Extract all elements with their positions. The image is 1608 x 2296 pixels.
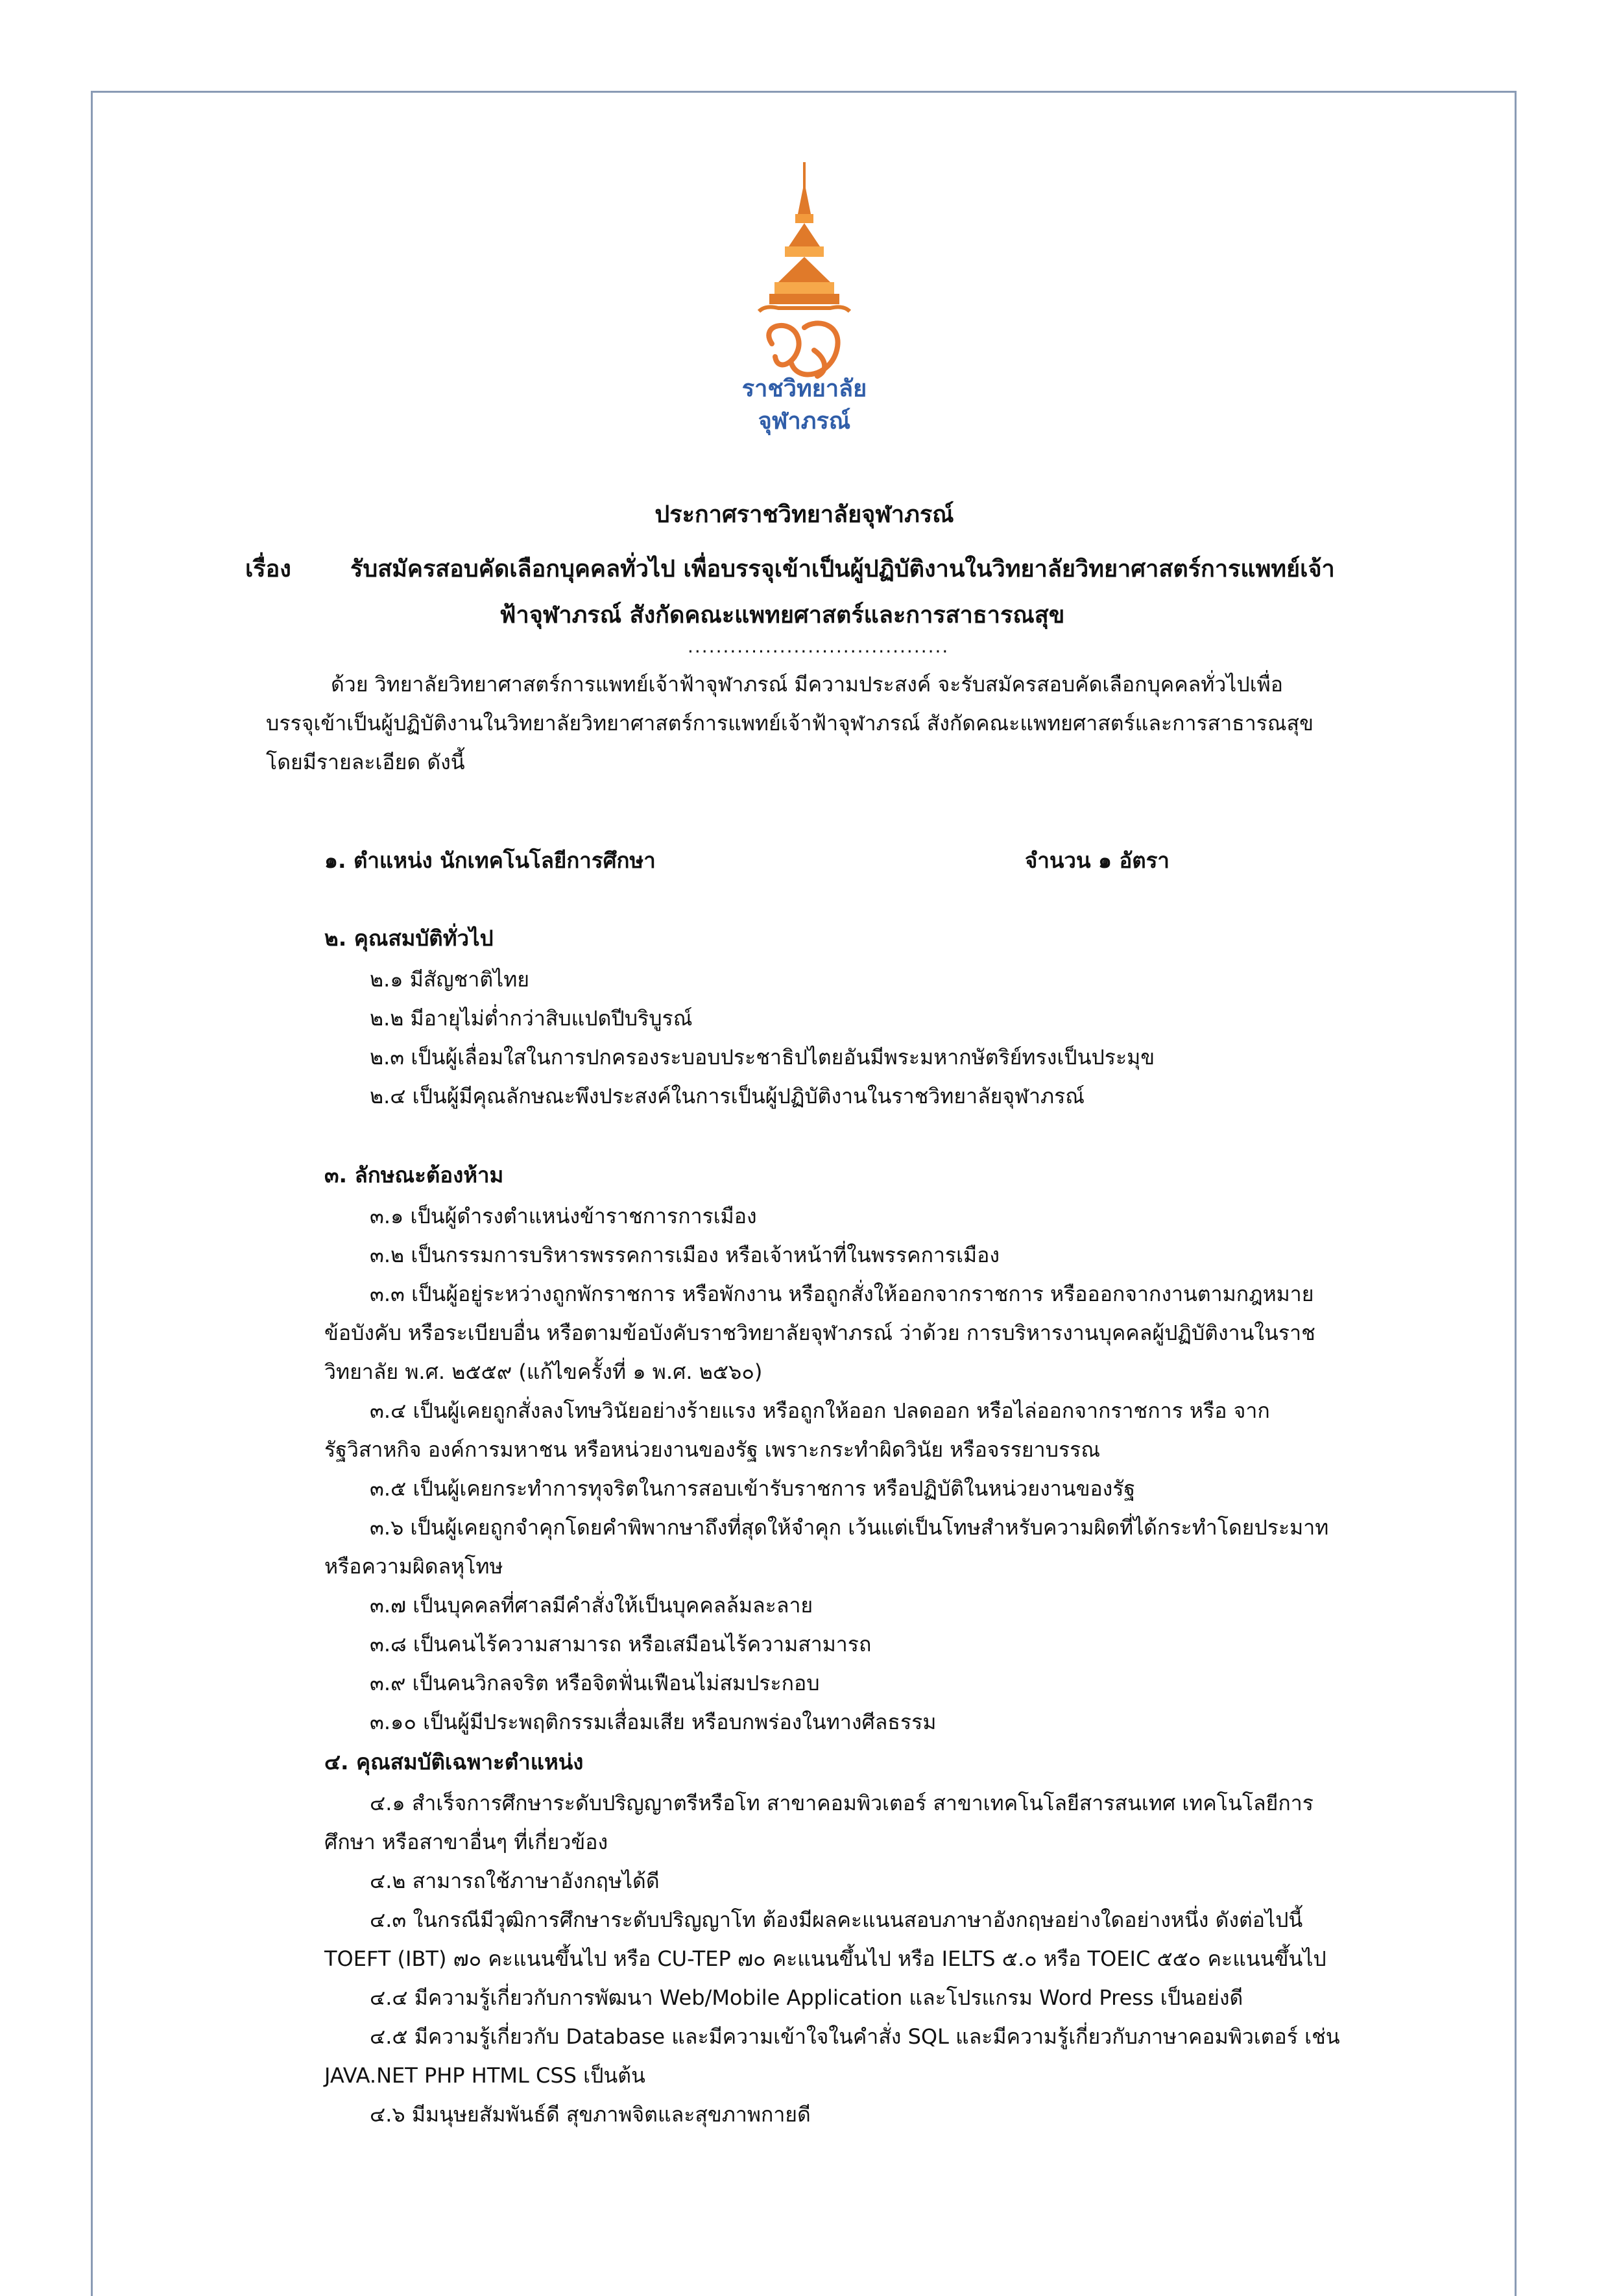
logo-text-line2: จุฬาภรณ์ [758,408,851,435]
section-4-line: ๔.๔ มีความรู้เกี่ยวกับการพัฒนา Web/Mobile Application และโปรแกรม Word Press เป็นอย่งดี [370,1985,1243,2010]
divider: ..................................... [688,636,950,657]
section-3-line: ข้อบังคับ หรือระเบียบอื่น หรือตามข้อบังคับราชวิทยาลัยจุฬาภรณ์ ว่าด้วย การบริหารงานบุคคลผู้ปฏิบัติงานในราช [324,1321,1315,1345]
position-title: ๑. ตำแหน่ง นักเทคโนโลยีการศึกษา [324,848,656,873]
section-3-line: ๓.๔ เป็นผู้เคยถูกสั่งลงโทษวินัยอย่างร้ายแรง หรือถูกให้ออก ปลดออก หรือไล่ออกจากราชการ หรือ จาก [370,1398,1270,1423]
section-3-line: ๓.๒ เป็นกรรมการบริหารพรรคการเมือง หรือเจ้าหน้าที่ในพรรคการเมือง [370,1243,1000,1267]
intro-line-3: โดยมีรายละเอียด ดังนี้ [266,750,465,774]
section-4-line: ๔.๖ มีมนุษยสัมพันธ์ดี สุขภาพจิตและสุขภาพกายดี [370,2102,811,2127]
section-4-line: ๔.๓ ในกรณีมีวุฒิการศึกษาระดับปริญญาโท ต้องมีผลคะแนนสอบภาษาอังกฤษอย่างใดอย่างหนึ่ง ดังต่อไปนี้ [370,1907,1303,1932]
section-4-line: JAVA.NET PHP HTML CSS เป็นต้น [324,2063,645,2088]
section-2-item: ๒.๑ มีสัญชาติไทย [370,967,530,992]
section-4-line: ๔.๑ สำเร็จการศึกษาระดับปริญญาตรีหรือโท สาขาคอมพิวเตอร์ สาขาเทคโนโลยีสารสนเทศ เทคโนโลยีการ [370,1791,1314,1815]
logo-text-line1: ราชวิทยาลัย [741,376,867,402]
section-3-heading: ๓. ลักษณะต้องห้าม [324,1162,504,1188]
subject-label: เรื่อง [245,556,291,582]
section-3-line: รัฐวิสาหกิจ องค์การมหาชน หรือหน่วยงานของรัฐ เพราะกระทำผิดวินัย หรือจรรยาบรรณ [324,1437,1100,1462]
intro-line-2: บรรจุเข้าเป็นผู้ปฏิบัติงานในวิทยาลัยวิทยาศาสตร์การแพทย์เจ้าฟ้าจุฬาภรณ์ สังกัดคณะแพทยศาสตร์และการสาธารณสุข [266,711,1314,735]
subject-text [350,550,1414,633]
section-3-line: ๓.๖ เป็นผู้เคยถูกจำคุกโดยคำพิพากษาถึงที่สุดให้จำคุก เว้นแต่เป็นโทษสำหรับความผิดที่ได้กระทำโดยประมาท [370,1515,1329,1540]
section-3-line: วิทยาลัย พ.ศ. ๒๕๕๙ (แก้ไขครั้งที่ ๑ พ.ศ. ๒๕๖๐) [324,1359,763,1384]
section-3-line: ๓.๑ เป็นผู้ดำรงตำแหน่งข้าราชการการเมือง [370,1204,757,1228]
section-3-line: ๓.๙ เป็นคนวิกลจริต หรือจิตฟั่นเฟือนไม่สมประกอบ [370,1671,820,1695]
section-3-line: ๓.๕ เป็นผู้เคยกระทำการทุจริตในการสอบเข้ารับราชการ หรือปฏิบัติในหน่วยงานของรัฐ [370,1476,1136,1501]
section-3-line: ๓.๓ เป็นผู้อยู่ระหว่างถูกพักราชการ หรือพักงาน หรือถูกสั่งให้ออกจากราชการ หรือออกจากงานตามกฎหมาย [370,1282,1314,1306]
intro-line-1: ด้วย วิทยาลัยวิทยาศาสตร์การแพทย์เจ้าฟ้าจุฬาภรณ์ มีความประสงค์ จะรับสมัครสอบคัดเลือกบุคคลทั่วไปเพื่อ [331,672,1283,697]
section-2-heading: ๒. คุณสมบัติทั่วไป [324,926,494,951]
section-4-line: ๔.๕ มีความรู้เกี่ยวกับ Database และมีความเข้าใจในคำสั่ง SQL และมีความรู้เกี่ยวกับภาษาคอมพิวเตอร์ เช่น [370,2024,1340,2049]
section-3-line: ๓.๘ เป็นคนไร้ความสามารถ หรือเสมือนไร้ความสามารถ [370,1632,872,1656]
section-4-line: ศึกษา หรือสาขาอื่นๆ ที่เกี่ยวข้อง [324,1830,608,1854]
section-4-line: TOEFT (IBT) ๗๐ คะแนนขึ้นไป หรือ CU-TEP ๗๐ คะแนนขึ้นไป หรือ IELTS ๕.๐ หรือ TOEIC ๕๕๐ คะแนนขึ้นไป [324,1946,1326,1971]
section-3-line: ๓.๑๐ เป็นผู้มีประพฤติกรรมเสื่อมเสีย หรือบกพร่องในทางศีลธรรม [370,1710,937,1734]
section-3-line: หรือความผิดลหุโทษ [324,1554,503,1579]
subject-line-2: ฟ้าจุฬาภรณ์ สังกัดคณะแพทยศาสตร์และการสาธารณสุข [499,602,1065,628]
section-2-item: ๒.๓ เป็นผู้เลื่อมใสในการปกครองระบอบประชาธิปไตยอันมีพระมหากษัตริย์ทรงเป็นประมุข [370,1045,1155,1070]
section-4-heading: ๔. คุณสมบัติเฉพาะตำแหน่ง [324,1749,584,1775]
announcement-title: ประกาศราชวิทยาลัยจุฬาภรณ์ [654,501,954,528]
position-count: จำนวน ๑ อัตรา [1025,848,1170,873]
section-2-item: ๒.๒ มีอายุไม่ต่ำกว่าสิบแปดปีบริบูรณ์ [370,1006,693,1031]
subject-line-1: รับสมัครสอบคัดเลือกบุคคลทั่วไป เพื่อบรรจุเข้าเป็นผู้ปฏิบัติงานในวิทยาลัยวิทยาศาสตร์การแพทย์เจ้า [350,556,1335,582]
section-4-line: ๔.๒ สามารถใช้ภาษาอังกฤษได้ดี [370,1869,660,1893]
section-3-line: ๓.๗ เป็นบุคคลที่ศาลมีคำสั่งให้เป็นบุคคลล้มละลาย [370,1593,813,1618]
section-2-item: ๒.๔ เป็นผู้มีคุณลักษณะพึงประสงค์ในการเป็นผู้ปฏิบัติงานในราชวิทยาลัยจุฬาภรณ์ [370,1084,1085,1108]
